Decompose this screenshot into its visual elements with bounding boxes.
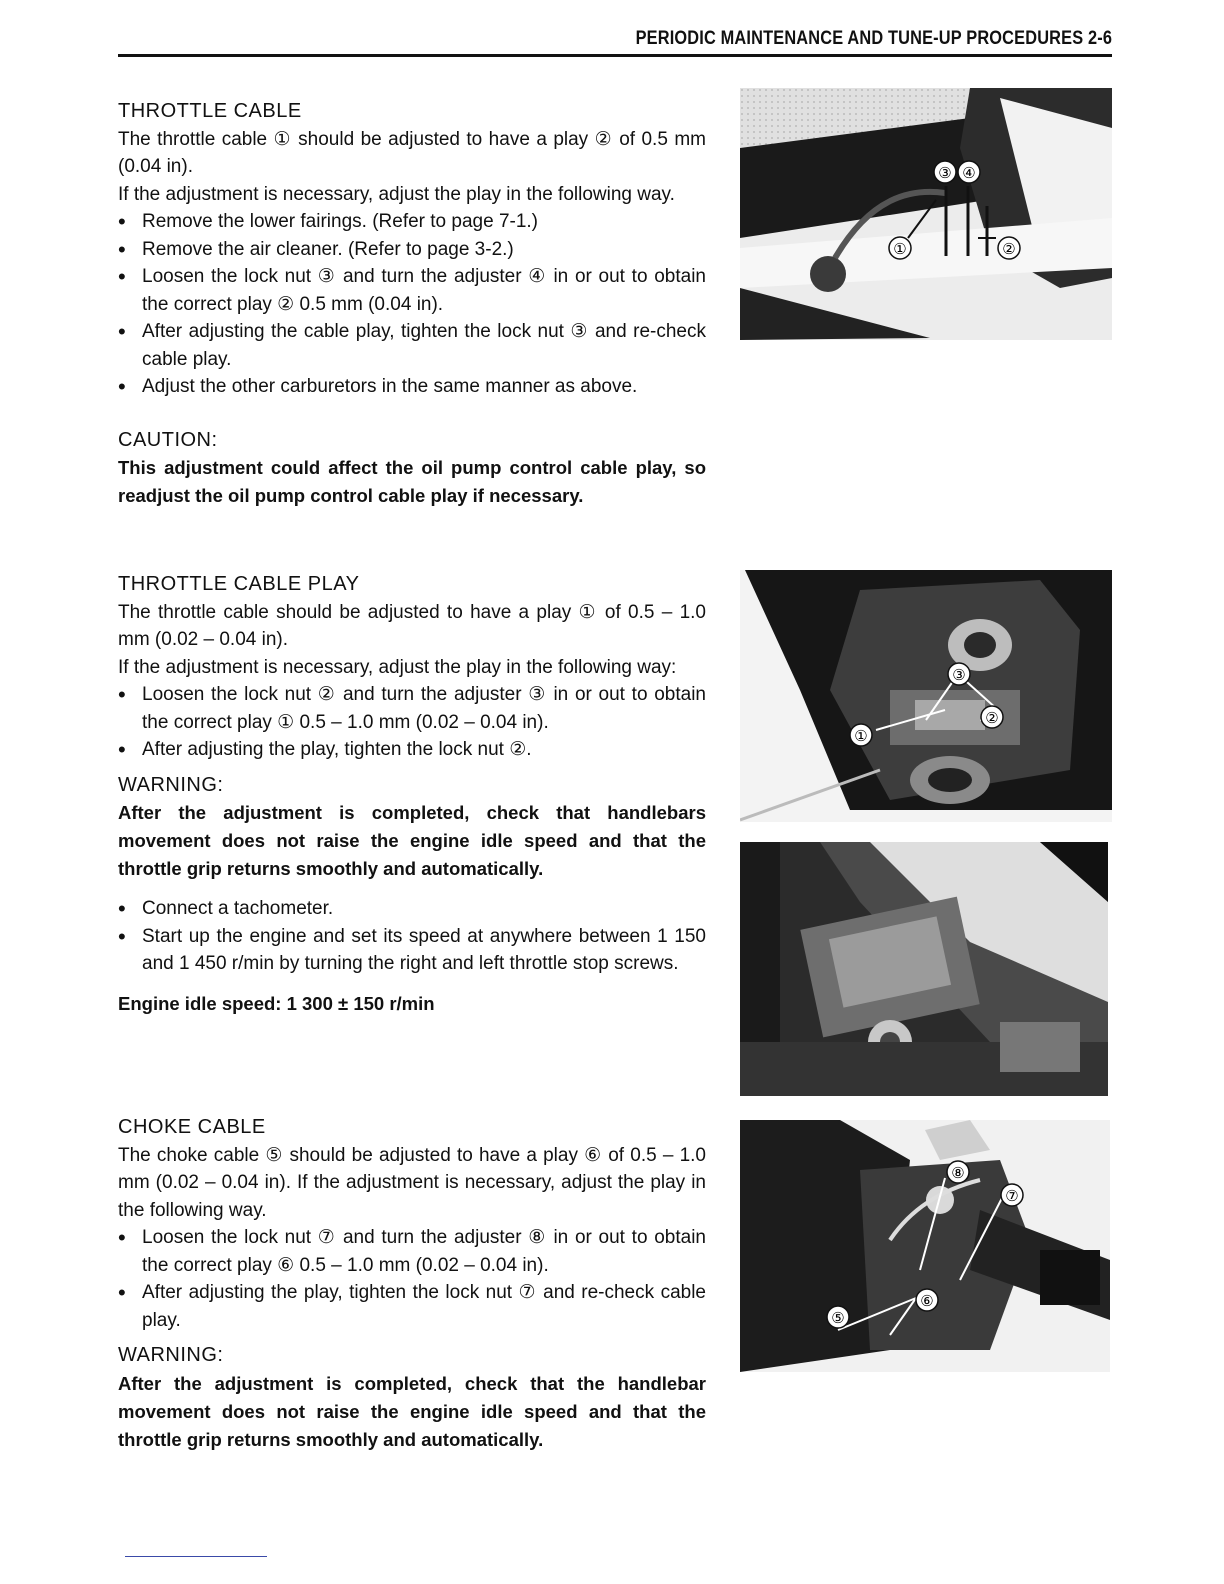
list-item: • Start up the engine and set its speed at anywhere between 1 150 and 1 450 r/min by turning the right and left throttle stop screws. — [118, 923, 706, 978]
callout-3 — [934, 161, 956, 183]
svg-text:⑥: ⑥ — [920, 1293, 934, 1310]
section-heading: THROTTLE CABLE PLAY — [118, 573, 360, 595]
section-choke-cable — [118, 1114, 706, 1454]
svg-text:②: ② — [1002, 241, 1016, 258]
list-item: • Loosen the lock nut ② and turn the adjuster ③ in or out to obtain the correct play ① 0.5 – 1.0 mm (0.02 – 0.04 in). — [118, 681, 706, 736]
caution-label: CAUTION: — [118, 428, 218, 451]
footer-rule — [125, 1556, 267, 1557]
idle-speed-screws-photo — [740, 842, 1108, 1096]
svg-text:③: ③ — [938, 165, 952, 182]
callout-2 — [981, 706, 1003, 728]
choke-cable-photo — [740, 1120, 1110, 1372]
paragraph: If the adjustment is necessary, adjust the play in the following way. — [118, 183, 675, 205]
svg-text:⑦: ⑦ — [1005, 1188, 1019, 1205]
list-item: • After adjusting the play, tighten the lock nut ②. — [118, 736, 706, 764]
callout-1 — [889, 237, 911, 259]
idle-speed-spec: Engine idle speed: 1 300 ± 150 r/min — [118, 992, 435, 1014]
warning-text: After the adjustment is completed, check that the handlebar movement does not raise the engine idle speed and that the throttle grip returns smoothly and automatically. — [118, 1372, 706, 1450]
svg-text:④: ④ — [962, 165, 976, 182]
warning-text: After the adjustment is completed, check that handlebars movement does not raise the engine idle speed and that the throttle grip returns smoothly and automatically. — [118, 802, 706, 879]
section-heading: CHOKE CABLE — [118, 1116, 266, 1138]
callout-3 — [948, 663, 970, 685]
warning-label: WARNING: — [118, 773, 224, 796]
list-item: • Connect a tachometer. — [118, 895, 706, 923]
section-heading: THROTTLE CABLE — [118, 100, 302, 122]
warning-label: WARNING: — [118, 1344, 224, 1366]
svg-text:⑧: ⑧ — [951, 1165, 965, 1182]
list-item: • After adjusting the cable play, tighten the lock nut ③ and re-check cable play. — [118, 318, 706, 373]
page-header — [118, 26, 1112, 57]
list-item: • After adjusting the play, tighten the lock nut ⑦ and re-check cable play. — [118, 1279, 706, 1334]
svg-text:⑤: ⑤ — [831, 1310, 845, 1327]
section-throttle-cable-play — [118, 571, 706, 1017]
section-throttle-cable — [118, 98, 706, 510]
paragraph: The throttle cable should be adjusted to have a play ① of 0.5 – 1.0 mm (0.02 – 0.04 in). — [118, 601, 706, 650]
callout-4 — [958, 161, 980, 183]
step-list — [118, 1224, 706, 1334]
throttle-cable-play-photo — [740, 570, 1112, 822]
callout-6 — [916, 1289, 938, 1311]
throttle-cable-photo — [740, 88, 1112, 340]
step-list — [118, 895, 706, 978]
paragraph: The choke cable ⑤ should be adjusted to have a play ⑥ of 0.5 – 1.0 mm (0.02 – 0.04 in). If the adjustment is necessary, adjust the play in the following way. — [118, 1144, 706, 1221]
list-item: • Loosen the lock nut ⑦ and turn the adjuster ⑧ in or out to obtain the correct play ⑥ 0.5 – 1.0 mm (0.02 – 0.04 in). — [118, 1224, 706, 1279]
step-list — [118, 681, 706, 764]
list-item: • Remove the air cleaner. (Refer to page 3-2.) — [118, 236, 706, 264]
step-list — [118, 208, 706, 401]
list-item: • Adjust the other carburetors in the same manner as above. — [118, 373, 706, 401]
callout-1 — [850, 724, 872, 746]
svg-text:①: ① — [854, 728, 868, 745]
svg-text:③: ③ — [952, 667, 966, 684]
paragraph: The throttle cable ① should be adjusted to have a play ② of 0.5 mm (0.04 in). — [118, 128, 706, 177]
callout-7 — [1001, 1184, 1023, 1206]
callout-5 — [827, 1306, 849, 1328]
page-header-title: PERIODIC MAINTENANCE AND TUNE-UP PROCEDURES 2-6 — [635, 28, 1112, 49]
list-item: • Loosen the lock nut ③ and turn the adjuster ④ in or out to obtain the correct play ② 0.5 mm (0.04 in). — [118, 263, 706, 318]
callout-8 — [947, 1161, 969, 1183]
paragraph: If the adjustment is necessary, adjust the play in the following way: — [118, 656, 677, 678]
list-item: • Remove the lower fairings. (Refer to page 7-1.) — [118, 208, 706, 236]
svg-text:②: ② — [985, 710, 999, 727]
svg-text:①: ① — [893, 241, 907, 258]
callout-2 — [998, 237, 1020, 259]
caution-text: This adjustment could affect the oil pump control cable play, so readjust the oil pump control cable play if necessary. — [118, 457, 706, 506]
